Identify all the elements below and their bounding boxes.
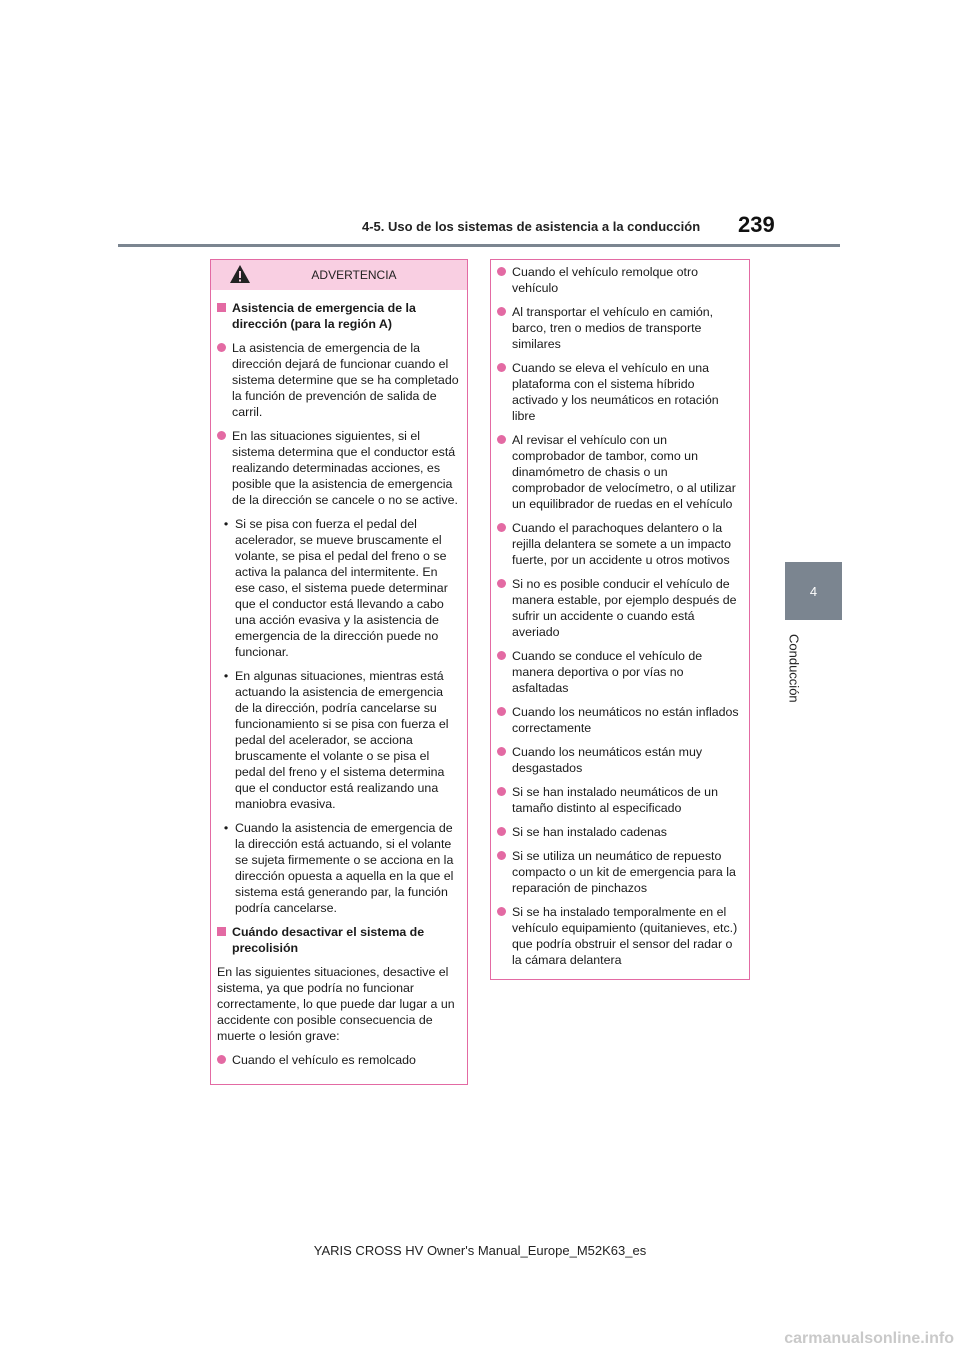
list-item-text: La asistencia de emergencia de la dirección dejará de funcionar cuando el sistema determine que se ha completado la función de prevención de salida de carril. (232, 341, 459, 419)
warning-header (211, 260, 467, 290)
list-item-text: Cuando el parachoques delantero o la rejilla delantera se somete a un impacto fuerte, por un accidente u otros motivos (512, 521, 732, 567)
list-item (497, 432, 741, 512)
paragraph-text: En las siguientes situaciones, desactive el sistema, ya que podría no funcionar correctamente, lo que puede dar lugar a un accidente con posible consecuencia de muerte o lesión grave: (217, 965, 455, 1043)
circle-bullet-icon (497, 435, 506, 444)
paragraph (217, 964, 459, 1044)
small-bullet-icon: • (223, 821, 229, 835)
circle-bullet-icon (497, 523, 506, 532)
sub-item (217, 820, 459, 916)
list-item (497, 848, 741, 896)
square-bullet-icon (217, 927, 226, 936)
list-item (217, 428, 459, 508)
sub-item (217, 668, 459, 812)
heading-text: Asistencia de emergencia de la dirección (para la región A) (232, 301, 416, 331)
circle-bullet-icon (497, 651, 506, 660)
list-item-text: Si se han instalado cadenas (512, 825, 667, 839)
list-item (217, 1052, 459, 1068)
footer-text: YARIS CROSS HV Owner's Manual_Europe_M52K63_es (313, 1243, 647, 1258)
circle-bullet-icon (497, 787, 506, 796)
list-item-text: Cuando se eleva el vehículo en una plataforma con el sistema híbrido activado y los neumáticos en rotación libre (512, 361, 719, 423)
circle-bullet-icon (497, 579, 506, 588)
warning-box-left (210, 259, 468, 1085)
page-number: 239 (738, 212, 775, 237)
small-bullet-icon: • (223, 517, 229, 531)
list-item-text: Cuando los neumáticos no están inflados correctamente (512, 705, 739, 735)
list-item (217, 340, 459, 420)
list-item-text: Al revisar el vehículo con un comprobador de tambor, como un dinamómetro de chasis o un comprobador de velocímetro, o al utilizar un equilibrador de ruedas en el vehículo (512, 433, 736, 511)
small-bullet-icon: • (223, 669, 229, 683)
circle-bullet-icon (497, 707, 506, 716)
circle-bullet-icon (497, 851, 506, 860)
warning-content-left (211, 290, 467, 1068)
list-item (497, 264, 741, 296)
list-item-text: Cuando el vehículo remolque otro vehículo (512, 265, 698, 295)
warning-triangle-icon (229, 264, 251, 284)
header-divider (118, 244, 840, 247)
list-item (497, 904, 741, 968)
warning-title: ADVERTENCIA (311, 268, 397, 282)
list-item (497, 824, 741, 840)
list-item (497, 704, 741, 736)
sub-item-text: En algunas situaciones, mientras está actuando la asistencia de emergencia de la dirección, podría cancelarse su funcionamiento si se pisa con fuerza el pedal del acelerador, se acciona bruscamente el volante o se pisa el pedal del freno y el sistema determina que el conductor está realizando una maniobra evasiva. (235, 669, 449, 811)
square-bullet-icon (217, 303, 226, 312)
sub-item-text: Cuando la asistencia de emergencia de la dirección está actuando, si el volante se sujeta firmemente o se acciona en la dirección opuesta a aquella en la que el sistema está generando par, la función podría cancelarse. (235, 821, 454, 915)
circle-bullet-icon (497, 747, 506, 756)
list-item-text: En las situaciones siguientes, si el sistema determina que el conductor está realizando determinadas acciones, es posible que la asistencia de emergencia de la dirección se cancele o no se active. (232, 429, 458, 507)
section-heading (217, 924, 459, 956)
sub-item (217, 516, 459, 660)
list-item-text: Cuando se conduce el vehículo de manera deportiva o por vías no asfaltadas (512, 649, 703, 695)
list-item-text: Si se utiliza un neumático de repuesto compacto o un kit de emergencia para la reparación de pinchazos (512, 849, 736, 895)
list-item (497, 576, 741, 640)
list-item (497, 744, 741, 776)
chapter-label: Conducción (786, 633, 802, 703)
circle-bullet-icon (497, 827, 506, 836)
list-item-text: Al transportar el vehículo en camión, barco, tren o medios de transporte similares (512, 305, 714, 351)
list-item (497, 520, 741, 568)
list-item (497, 784, 741, 816)
circle-bullet-icon (497, 907, 506, 916)
circle-bullet-icon (497, 307, 506, 316)
list-item-text: Cuando los neumáticos están muy desgastados (512, 745, 703, 775)
warning-box-right (490, 259, 750, 980)
list-item (497, 360, 741, 424)
list-item-text: Si no es posible conducir el vehículo de manera estable, por ejemplo después de sufrir un accidente o cuando está averiado (512, 577, 737, 639)
section-title: 4-5. Uso de los sistemas de asistencia a la conducción (362, 219, 701, 234)
circle-bullet-icon (217, 431, 226, 440)
list-item (497, 648, 741, 696)
list-item (497, 304, 741, 352)
circle-bullet-icon (217, 1055, 226, 1064)
circle-bullet-icon (497, 267, 506, 276)
chapter-tab: 4 (785, 562, 842, 620)
list-item-text: Cuando el vehículo es remolcado (232, 1053, 416, 1067)
circle-bullet-icon (217, 343, 226, 352)
section-heading (217, 300, 459, 332)
list-item-text: Si se ha instalado temporalmente en el vehículo equipamiento (quitanieves, etc.) que podría obstruir el sensor del radar o la cámara delantera (512, 905, 738, 967)
watermark: carmanualsonline.info (784, 1330, 954, 1347)
circle-bullet-icon (497, 363, 506, 372)
sub-item-text: Si se pisa con fuerza el pedal del acelerador, se mueve bruscamente el volante, se pisa el pedal del freno o se activa la palanca del intermitente. En ese caso, el sistema puede determinar que el conductor está llevando a cabo una acción evasiva y la asistencia de emergencia de la dirección puede no funcionar. (235, 517, 448, 659)
list-item-text: Si se han instalado neumáticos de un tamaño distinto al especificado (512, 785, 718, 815)
warning-content-right (491, 260, 749, 968)
heading-text: Cuándo desactivar el sistema de precolisión (232, 925, 425, 955)
